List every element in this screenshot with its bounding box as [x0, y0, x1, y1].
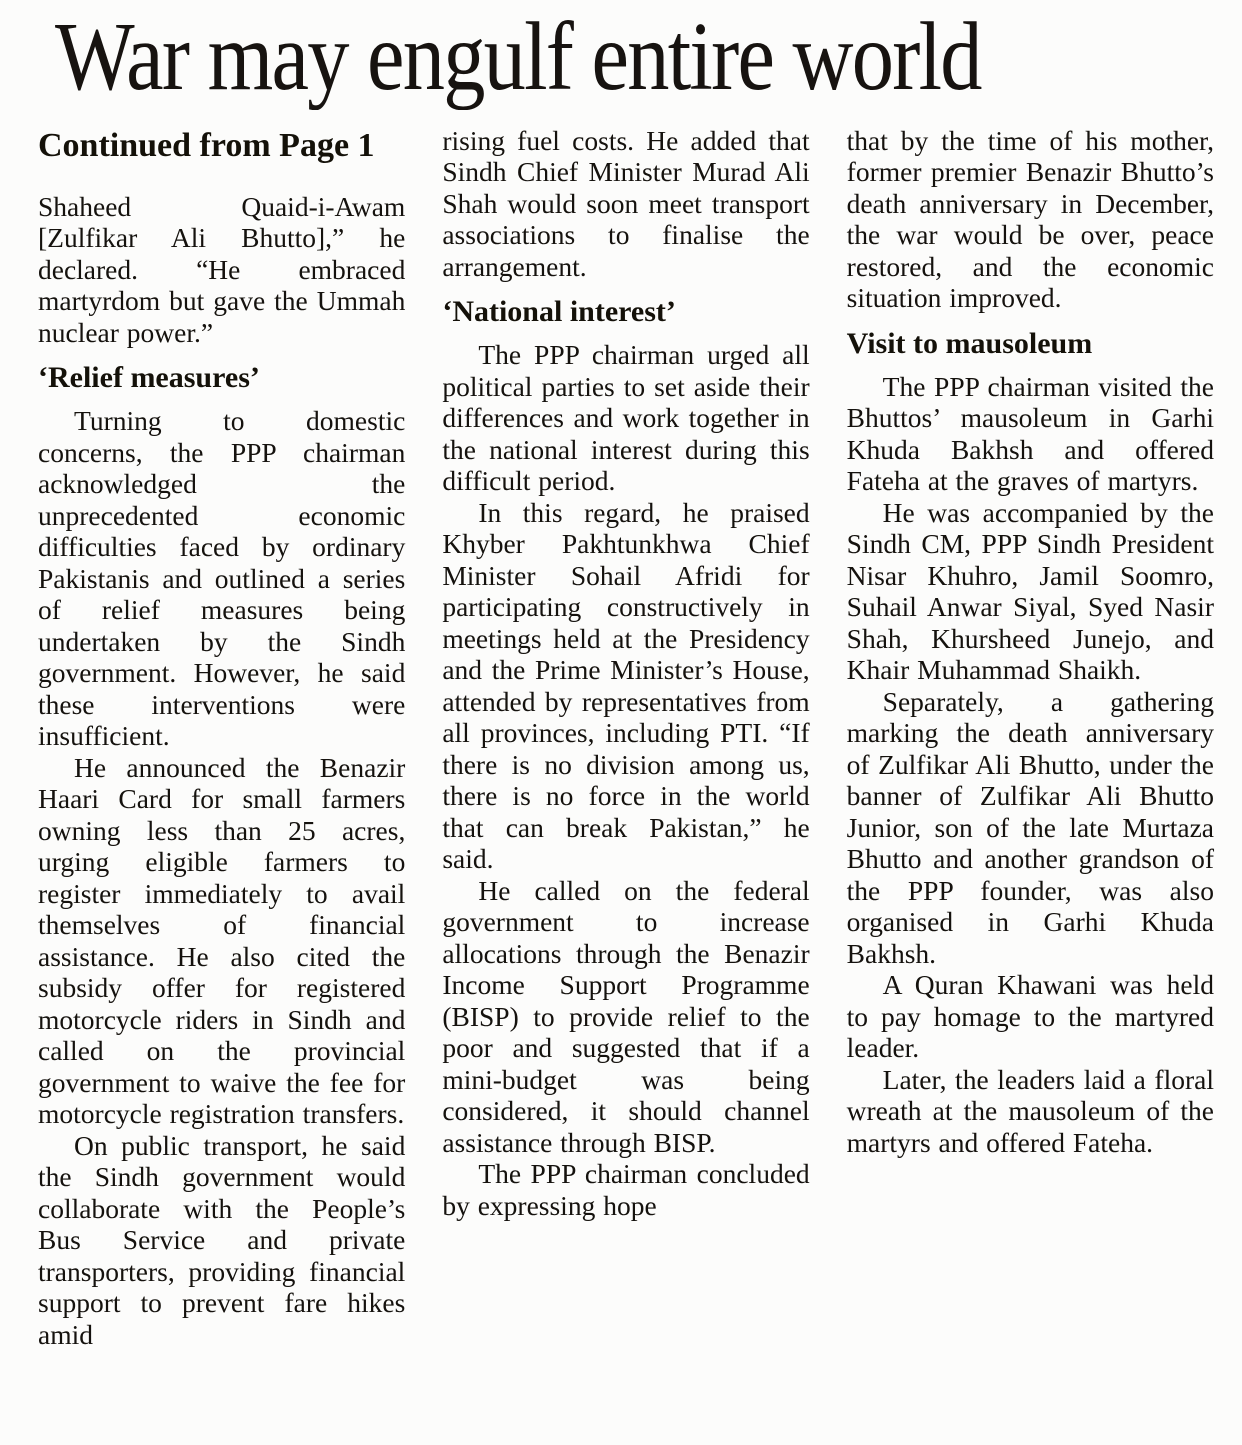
subhead-national-interest: ‘National interest’: [442, 295, 676, 329]
col3-paragraph-3: He was accompanied by the Sindh CM, PPP Sindh President Nisar Khuhro, Jamil Soomro, Suhail Anwar Siyal, Syed Nasir Shah, Khursheed Junejo, and Khair Muhammad Shaikh.: [846, 496, 1214, 686]
col1-paragraph-2: Turning to domestic concerns, the PPP chairman acknowledged the unprecedented economic difficulties faced by ordinary Pakistanis and outlined a series of relief measures being undertaken by the Sindh government. However, he said these interventions were insufficient.: [38, 405, 406, 752]
column-3: [847, 125, 1214, 1351]
col1-paragraph-3: He announced the Benazir Haari Card for small farmers owning less than 25 acres, urging eligible farmers to register immediately to avail themselves of financial assistance. He also cited the subsidy offer for registered motorcycle riders in Sindh and called on the provincial government to waive the fee for motorcycle registration transfers.: [38, 751, 406, 1130]
col3-paragraph-2: The PPP chairman visited the Bhuttos’ mausoleum in Garhi Khuda Bakhsh and offered Fateha at the graves of martyrs.: [846, 370, 1214, 497]
column-2: [442, 125, 809, 1351]
col1-paragraph-1: Shaheed Quaid-i-Awam [Zulfikar Ali Bhutto],” he declared. “He embraced martyrdom but gave the Ummah nuclear power.”: [38, 190, 406, 348]
col3-paragraph-1: that by the time of his mother, former premier Benazir Bhutto’s death anniversary in December, the war would be over, peace restored, and the economic situation improved.: [846, 124, 1214, 314]
col3-paragraph-6: Later, the leaders laid a floral wreath at the mausoleum of the martyrs and offered Fateha.: [846, 1063, 1214, 1158]
newspaper-page: [0, 3, 1242, 1445]
subhead-relief-measures: ‘Relief measures’: [38, 361, 260, 395]
article-columns: [0, 107, 1242, 1351]
col2-paragraph-1: rising fuel costs. He added that Sindh Chief Minister Murad Ali Shah would soon meet transport associations to finalise the arrangement.: [442, 124, 810, 282]
subhead-visit-to-mausoleum: Visit to mausoleum: [846, 326, 1093, 360]
col1-paragraph-4: On public transport, he said the Sindh government would collaborate with the People’s Bus Service and private transporters, providing financial support to prevent fare hikes amid: [38, 1129, 406, 1350]
col3-paragraph-5: A Quran Khawani was held to pay homage to the martyred leader.: [846, 969, 1214, 1064]
col2-paragraph-5: The PPP chairman concluded by expressing hope: [442, 1158, 810, 1221]
col2-paragraph-2: The PPP chairman urged all political parties to set aside their differences and work together in the national interest during this difficult period.: [442, 339, 810, 497]
column-1: [38, 125, 405, 1351]
col2-paragraph-3: In this regard, he praised Khyber Pakhtunkhwa Chief Minister Sohail Afridi for participating constructively in meetings held at the Presidency and the Prime Minister’s House, attended by representatives from all provinces, including PTI. “If there is no division among us, there is no force in the world that can break Pakistan,” he said.: [442, 496, 810, 875]
col2-paragraph-4: He called on the federal government to increase allocations through the Benazir Income Support Programme (BISP) to provide relief to the poor and suggested that if a mini-budget was being considered, it should channel assistance through BISP.: [442, 874, 810, 1158]
col3-paragraph-4: Separately, a gathering marking the death anniversary of Zulfikar Ali Bhutto, under the banner of Zulfikar Ali Bhutto Junior, son of the late Murtaza Bhutto and another grandson of the PPP founder, was also organised in Garhi Khuda Bakhsh.: [846, 685, 1214, 969]
continued-from-page-heading: Continued from Page 1: [38, 126, 375, 164]
article-headline: War may engulf entire world: [55, 3, 981, 110]
